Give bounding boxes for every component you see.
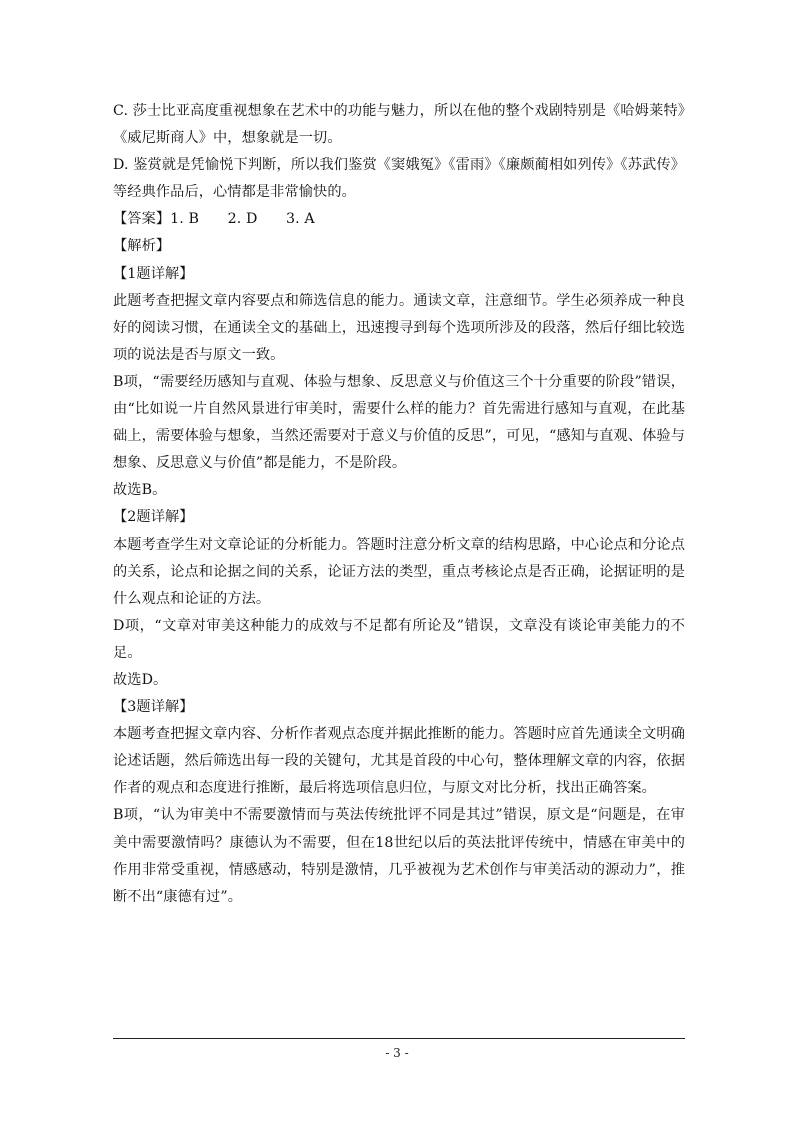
q2-conclusion: 故选D。 [113, 671, 168, 688]
q3-intro-paragraph: 本题考查把握文章内容、分析作者观点态度并据此推断的能力。答题时应首先通读全文明确论述话题，然后筛选出每一段的关键句，尤其是首段的中心句，整体理解文章的内容，依据作者的观点和态度进行推断，最后将选项信息归位，与原文对比分析，找出正确答案。 [113, 726, 685, 797]
document-body [113, 98, 685, 911]
q2-intro-paragraph: 本题考查学生对文章论证的分析能力。答题时注意分析文章的结构思路，中心论点和分论点的关系，论点和论据之间的关系，论证方法的类型，重点考核论点是否正确，论据证明的是什么观点和论证的方法。 [113, 536, 685, 607]
q2-heading: 【2题详解】 [113, 509, 194, 526]
page-number: - 3 - [385, 1046, 409, 1060]
q2-option-d-paragraph: D项，“文章对审美这种能力的成效与不足都有所论及”错误，文章没有谈论审美能力的不足。 [113, 617, 685, 661]
q1-intro-paragraph: 此题考查把握文章内容要点和筛选信息的能力。通读文章，注意细节。学生必须养成一种良好的阅读习惯，在通读全文的基础上，迅速搜寻到每个选项所涉及的段落，然后仔细比较选项的说法是否与原文一致。 [113, 292, 685, 363]
option-d-paragraph: D. 鉴赏就是凭愉悦下判断，所以我们鉴赏《窦娥冤》《雷雨》《廉颇蔺相如列传》《苏武传》等经典作品后，心情都是非常愉快的。 [113, 157, 685, 201]
option-c-paragraph: C. 莎士比亚高度重视想象在艺术中的功能与魅力，所以在他的整个戏剧特别是《哈姆莱特》《威尼斯商人》中，想象就是一切。 [113, 103, 685, 147]
q3-option-b-paragraph: B项，“认为审美中不需要激情而与英法传统批评不同是其过”错误，原文是“问题是，在审美中需要激情吗？康德认为不需要，但在18世纪以后的英法批评传统中，情感在审美中的作用非常受重视，情感感动，特别是激情，几乎被视为艺术创作与审美活动的源动力”，推断不出“康德有过”。 [113, 807, 685, 905]
footer-divider [113, 1038, 685, 1039]
q1-option-b-paragraph: B项，“需要经历感知与直观、体验与想象、反思意义与价值这三个十分重要的阶段”错误，由“比如说一片自然风景进行审美时，需要什么样的能力？首先需进行感知与直观，在此基础上，需要体验与想象，当然还需要对于意义与价值的反思”，可见，“感知与直观、体验与想象、反思意义与价值”都是能力，不是阶段。 [113, 373, 685, 472]
q1-conclusion: 故选B。 [113, 482, 167, 499]
analysis-heading: 【解析】 [113, 238, 171, 255]
q3-heading: 【3题详解】 [113, 699, 194, 716]
answer-line: 【答案】1. B 2. D 3. A [113, 211, 315, 228]
q1-heading: 【1题详解】 [113, 265, 194, 282]
